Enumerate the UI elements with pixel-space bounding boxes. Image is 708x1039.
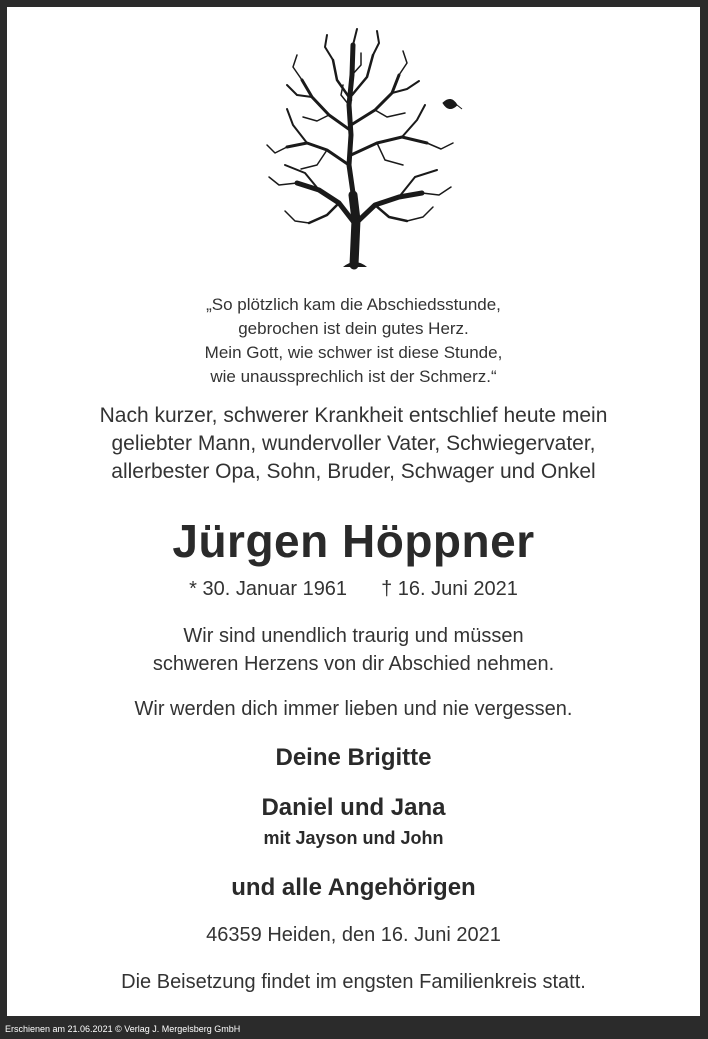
signature-children: Daniel und Jana: [261, 794, 446, 821]
quote-line: „So plötzlich kam die Abschiedsstunde,: [206, 295, 501, 314]
intro-line: Nach kurzer, schwerer Krankheit entschlief heute mein: [99, 404, 608, 427]
quote-line: Mein Gott, wie schwer ist diese Stunde,: [204, 343, 503, 362]
quote-line: gebrochen ist dein gutes Herz.: [238, 319, 469, 338]
burial-note: Die Beisetzung findet im engsten Familienkreis statt.: [121, 971, 586, 993]
signature-grandchildren: mit Jayson und John: [263, 828, 444, 848]
life-dates: [7, 575, 700, 603]
signature-wife: Deine Brigitte: [275, 744, 432, 771]
place-date: 46359 Heiden, den 16. Juni 2021: [206, 924, 501, 946]
remembrance-line: Wir werden dich immer lieben und nie vergessen.: [134, 698, 573, 720]
intro-text: [7, 402, 700, 486]
obituary-notice: [7, 7, 700, 1016]
sorrow-text: [7, 622, 700, 678]
birth-date: * 30. Januar 1961: [189, 578, 348, 600]
quote-line: wie unaussprechlich ist der Schmerz.“: [210, 367, 497, 386]
deceased-name: Jürgen Höppner: [172, 515, 535, 567]
sorrow-line: schweren Herzens von dir Abschied nehmen.: [152, 653, 555, 675]
signature-relatives: und alle Angehörigen: [231, 874, 476, 901]
intro-line: geliebter Mann, wundervoller Vater, Schwiegervater,: [111, 432, 596, 455]
leaf-icon: [443, 99, 462, 109]
sorrow-line: Wir sind unendlich traurig und müssen: [183, 625, 524, 647]
death-date: † 16. Juni 2021: [381, 578, 518, 600]
intro-line: allerbester Opa, Sohn, Bruder, Schwager und Onkel: [111, 460, 596, 483]
publication-footer: Erschienen am 21.06.2021 © Verlag J. Mergelsberg GmbH: [5, 1024, 241, 1034]
quote: [7, 293, 700, 389]
tree-icon: [257, 25, 469, 271]
